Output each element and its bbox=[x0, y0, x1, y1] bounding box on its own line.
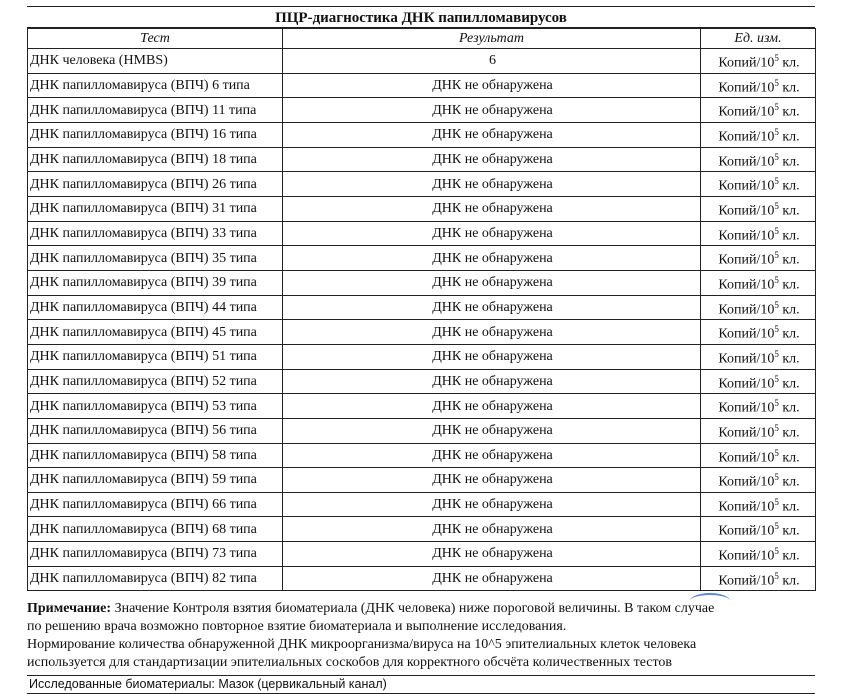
result-cell: ДНК не обнаружена bbox=[283, 468, 701, 493]
unit-exponent: 5 bbox=[774, 151, 779, 162]
unit-exponent: 5 bbox=[774, 176, 779, 187]
unit-base: Копий/10 bbox=[718, 228, 775, 244]
materials-line: Исследованные биоматериалы: Мазок (цервикальный канал) bbox=[27, 675, 815, 694]
result-cell: ДНК не обнаружена bbox=[283, 221, 701, 246]
unit-base: Копий/10 bbox=[718, 524, 775, 540]
unit-tail: кл. bbox=[778, 573, 800, 589]
unit-tail: кл. bbox=[778, 129, 800, 145]
unit-base: Копий/10 bbox=[718, 326, 775, 342]
unit-cell bbox=[701, 443, 816, 468]
unit-base: Копий/10 bbox=[718, 573, 775, 589]
result-cell: ДНК не обнаружена bbox=[283, 295, 701, 320]
table-row bbox=[28, 542, 816, 567]
test-name-cell: ДНК папилломавируса (ВПЧ) 6 типа bbox=[28, 73, 283, 98]
unit-exponent: 5 bbox=[774, 422, 779, 433]
result-cell: ДНК не обнаружена bbox=[283, 394, 701, 419]
test-name-cell: ДНК папилломавируса (ВПЧ) 44 типа bbox=[28, 295, 283, 320]
test-name-cell: ДНК папилломавируса (ВПЧ) 16 типа bbox=[28, 122, 283, 147]
table-row bbox=[28, 221, 816, 246]
unit-cell bbox=[701, 517, 816, 542]
test-name-cell: ДНК папилломавируса (ВПЧ) 39 типа bbox=[28, 270, 283, 295]
test-name-cell: ДНК папилломавируса (ВПЧ) 51 типа bbox=[28, 344, 283, 369]
unit-tail: кл. bbox=[778, 228, 800, 244]
unit-exponent: 5 bbox=[774, 102, 779, 113]
table-row bbox=[28, 492, 816, 517]
unit-exponent: 5 bbox=[774, 324, 779, 335]
unit-cell bbox=[701, 542, 816, 567]
result-cell: ДНК не обнаружена bbox=[283, 369, 701, 394]
unit-tail: кл. bbox=[778, 376, 800, 392]
unit-cell bbox=[701, 270, 816, 295]
result-cell: ДНК не обнаружена bbox=[283, 98, 701, 123]
unit-base: Копий/10 bbox=[718, 104, 775, 120]
unit-cell bbox=[701, 122, 816, 147]
unit-base: Копий/10 bbox=[718, 203, 775, 219]
test-name-cell: ДНК папилломавируса (ВПЧ) 26 типа bbox=[28, 172, 283, 197]
unit-tail: кл. bbox=[778, 80, 800, 96]
result-cell: ДНК не обнаружена bbox=[283, 122, 701, 147]
unit-exponent: 5 bbox=[774, 570, 779, 581]
unit-exponent: 5 bbox=[774, 225, 779, 236]
note-line-2: по решению врача возможно повторное взятие биоматериала и выполнение исследования. bbox=[27, 619, 567, 635]
result-cell: ДНК не обнаружена bbox=[283, 270, 701, 295]
unit-exponent: 5 bbox=[774, 373, 779, 384]
unit-cell bbox=[701, 221, 816, 246]
note-line-3: Нормирование количества обнаруженной ДНК микроорганизма/вируса на 10^5 эпителиальных клеток человека bbox=[27, 637, 697, 653]
unit-cell bbox=[701, 172, 816, 197]
unit-tail: кл. bbox=[778, 104, 800, 120]
unit-exponent: 5 bbox=[774, 126, 779, 137]
note-label: Примечание: bbox=[27, 601, 112, 617]
table-row bbox=[28, 344, 816, 369]
test-name-cell: ДНК папилломавируса (ВПЧ) 73 типа bbox=[28, 542, 283, 567]
unit-exponent: 5 bbox=[774, 447, 779, 458]
unit-cell bbox=[701, 147, 816, 172]
result-cell: 6 bbox=[283, 49, 701, 74]
header-result: Результат bbox=[283, 29, 701, 49]
test-name-cell: ДНК папилломавируса (ВПЧ) 53 типа bbox=[28, 394, 283, 419]
unit-base: Копий/10 bbox=[718, 80, 775, 96]
test-name-cell: ДНК папилломавируса (ВПЧ) 56 типа bbox=[28, 418, 283, 443]
unit-base: Копий/10 bbox=[718, 376, 775, 392]
unit-base: Копий/10 bbox=[718, 277, 775, 293]
unit-exponent: 5 bbox=[774, 521, 779, 532]
table-row bbox=[28, 172, 816, 197]
unit-cell bbox=[701, 492, 816, 517]
table-header-row bbox=[28, 29, 816, 49]
unit-tail: кл. bbox=[778, 499, 800, 515]
result-cell: ДНК не обнаружена bbox=[283, 73, 701, 98]
result-cell: ДНК не обнаружена bbox=[283, 566, 701, 591]
unit-base: Копий/10 bbox=[718, 450, 775, 466]
unit-cell bbox=[701, 73, 816, 98]
result-cell: ДНК не обнаружена bbox=[283, 172, 701, 197]
unit-tail: кл. bbox=[778, 252, 800, 268]
unit-base: Копий/10 bbox=[718, 154, 775, 170]
unit-base: Копий/10 bbox=[718, 474, 775, 490]
unit-base: Копий/10 bbox=[718, 425, 775, 441]
unit-cell bbox=[701, 418, 816, 443]
unit-cell bbox=[701, 566, 816, 591]
test-name-cell: ДНК папилломавируса (ВПЧ) 45 типа bbox=[28, 320, 283, 345]
unit-cell bbox=[701, 49, 816, 74]
test-name-cell: ДНК папилломавируса (ВПЧ) 18 типа bbox=[28, 147, 283, 172]
unit-cell bbox=[701, 320, 816, 345]
unit-exponent: 5 bbox=[774, 348, 779, 359]
header-unit: Ед. изм. bbox=[701, 29, 816, 49]
unit-tail: кл. bbox=[778, 548, 800, 564]
result-cell: ДНК не обнаружена bbox=[283, 492, 701, 517]
unit-cell bbox=[701, 369, 816, 394]
unit-tail: кл. bbox=[778, 326, 800, 342]
unit-tail: кл. bbox=[778, 524, 800, 540]
table-row bbox=[28, 122, 816, 147]
unit-cell bbox=[701, 344, 816, 369]
table-row bbox=[28, 295, 816, 320]
table-row bbox=[28, 246, 816, 271]
table-row bbox=[28, 49, 816, 74]
unit-tail: кл. bbox=[778, 55, 800, 71]
result-cell: ДНК не обнаружена bbox=[283, 320, 701, 345]
header-test: Тест bbox=[28, 29, 283, 49]
unit-tail: кл. bbox=[778, 474, 800, 490]
unit-tail: кл. bbox=[778, 154, 800, 170]
table-row bbox=[28, 468, 816, 493]
unit-exponent: 5 bbox=[774, 546, 779, 557]
unit-exponent: 5 bbox=[774, 200, 779, 211]
unit-cell bbox=[701, 468, 816, 493]
unit-exponent: 5 bbox=[774, 299, 779, 310]
unit-cell bbox=[701, 295, 816, 320]
test-name-cell: ДНК папилломавируса (ВПЧ) 82 типа bbox=[28, 566, 283, 591]
unit-base: Копий/10 bbox=[718, 178, 775, 194]
unit-exponent: 5 bbox=[774, 77, 779, 88]
unit-tail: кл. bbox=[778, 203, 800, 219]
test-name-cell: ДНК человека (HMBS) bbox=[28, 49, 283, 74]
unit-tail: кл. bbox=[778, 400, 800, 416]
table-row bbox=[28, 196, 816, 221]
results-body bbox=[28, 49, 816, 591]
unit-base: Копий/10 bbox=[718, 400, 775, 416]
unit-base: Копий/10 bbox=[718, 548, 775, 564]
unit-exponent: 5 bbox=[774, 398, 779, 409]
unit-tail: кл. bbox=[778, 178, 800, 194]
unit-base: Копий/10 bbox=[718, 252, 775, 268]
test-name-cell: ДНК папилломавируса (ВПЧ) 31 типа bbox=[28, 196, 283, 221]
table-row bbox=[28, 147, 816, 172]
unit-tail: кл. bbox=[778, 302, 800, 318]
table-row bbox=[28, 394, 816, 419]
result-cell: ДНК не обнаружена bbox=[283, 542, 701, 567]
note-line-4: используется для стандартизации эпителиальных соскобов для корректного обсчёта количественных тестов bbox=[27, 655, 673, 671]
test-name-cell: ДНК папилломавируса (ВПЧ) 11 типа bbox=[28, 98, 283, 123]
table-row bbox=[28, 270, 816, 295]
unit-base: Копий/10 bbox=[718, 351, 775, 367]
table-row bbox=[28, 98, 816, 123]
result-cell: ДНК не обнаружена bbox=[283, 517, 701, 542]
result-cell: ДНК не обнаружена bbox=[283, 443, 701, 468]
unit-tail: кл. bbox=[778, 425, 800, 441]
unit-cell bbox=[701, 394, 816, 419]
unit-exponent: 5 bbox=[774, 472, 779, 483]
result-cell: ДНК не обнаружена bbox=[283, 418, 701, 443]
unit-cell bbox=[701, 246, 816, 271]
result-cell: ДНК не обнаружена bbox=[283, 147, 701, 172]
table-row bbox=[28, 73, 816, 98]
unit-base: Копий/10 bbox=[718, 302, 775, 318]
unit-exponent: 5 bbox=[774, 274, 779, 285]
report-title: ПЦР-диагностика ДНК папилломавирусов bbox=[27, 7, 815, 28]
test-name-cell: ДНК папилломавируса (ВПЧ) 35 типа bbox=[28, 246, 283, 271]
decorative-arc bbox=[690, 593, 730, 609]
test-name-cell: ДНК папилломавируса (ВПЧ) 33 типа bbox=[28, 221, 283, 246]
unit-tail: кл. bbox=[778, 351, 800, 367]
table-row bbox=[28, 418, 816, 443]
test-name-cell: ДНК папилломавируса (ВПЧ) 68 типа bbox=[28, 517, 283, 542]
note-block bbox=[27, 600, 815, 672]
unit-exponent: 5 bbox=[774, 53, 779, 63]
table-row bbox=[28, 369, 816, 394]
unit-exponent: 5 bbox=[774, 496, 779, 507]
table-row bbox=[28, 517, 816, 542]
test-name-cell: ДНК папилломавируса (ВПЧ) 66 типа bbox=[28, 492, 283, 517]
test-name-cell: ДНК папилломавируса (ВПЧ) 59 типа bbox=[28, 468, 283, 493]
result-cell: ДНК не обнаружена bbox=[283, 246, 701, 271]
table-row bbox=[28, 566, 816, 591]
unit-tail: кл. bbox=[778, 277, 800, 293]
result-cell: ДНК не обнаружена bbox=[283, 344, 701, 369]
pcr-report bbox=[27, 6, 815, 694]
test-name-cell: ДНК папилломавируса (ВПЧ) 58 типа bbox=[28, 443, 283, 468]
results-table bbox=[27, 28, 816, 591]
unit-base: Копий/10 bbox=[718, 55, 775, 71]
unit-base: Копий/10 bbox=[718, 129, 775, 145]
test-name-cell: ДНК папилломавируса (ВПЧ) 52 типа bbox=[28, 369, 283, 394]
unit-exponent: 5 bbox=[774, 250, 779, 261]
unit-tail: кл. bbox=[778, 450, 800, 466]
unit-cell bbox=[701, 98, 816, 123]
unit-cell bbox=[701, 196, 816, 221]
note-text-1: Значение Контроля взятия биоматериала (ДНК человека) ниже пороговой величины. В таком случае bbox=[111, 601, 715, 617]
table-row bbox=[28, 320, 816, 345]
table-row bbox=[28, 443, 816, 468]
unit-base: Копий/10 bbox=[718, 499, 775, 515]
result-cell: ДНК не обнаружена bbox=[283, 196, 701, 221]
